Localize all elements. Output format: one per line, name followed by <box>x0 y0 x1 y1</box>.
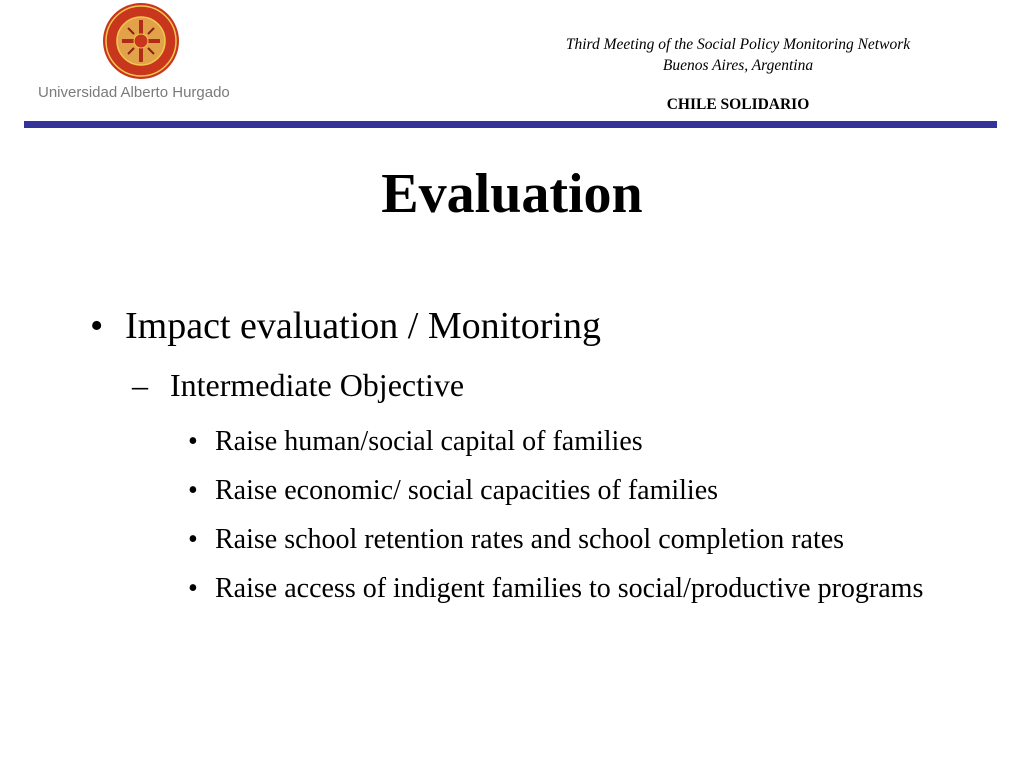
bullet-mark: • <box>188 524 198 555</box>
list-item <box>188 422 928 461</box>
objective-list <box>188 422 928 618</box>
list-item <box>188 471 928 510</box>
sub-bullet-text: Intermediate Objective <box>170 367 465 403</box>
bullet-mark: • <box>90 305 104 347</box>
bullet-text: Impact evaluation / Monitoring <box>125 305 601 347</box>
header-divider <box>24 121 997 128</box>
conference-title: Third Meeting of the Social Policy Monitoring Network <box>565 36 911 53</box>
list-item <box>188 569 928 608</box>
university-seal-icon <box>100 0 182 82</box>
list-item-text: Raise access of indigent families to social/productive programs <box>215 573 924 604</box>
conference-location: Buenos Aires, Argentina <box>662 57 814 74</box>
bullet-mark: • <box>188 573 198 604</box>
list-item-text: Raise economic/ social capacities of families <box>215 475 719 506</box>
conference-info <box>480 34 996 76</box>
program-name: CHILE SOLIDARIO <box>666 96 810 113</box>
university-logo <box>100 0 182 82</box>
dash-mark: – <box>132 367 148 403</box>
slide-title: Evaluation <box>381 163 643 225</box>
university-name: Universidad Alberto Hurgado <box>38 84 230 101</box>
list-item <box>188 520 928 559</box>
list-item-text: Raise human/social capital of families <box>215 426 643 457</box>
bullet-mark: • <box>188 426 198 457</box>
list-item-text: Raise school retention rates and school completion rates <box>215 524 845 555</box>
bullet-mark: • <box>188 475 198 506</box>
